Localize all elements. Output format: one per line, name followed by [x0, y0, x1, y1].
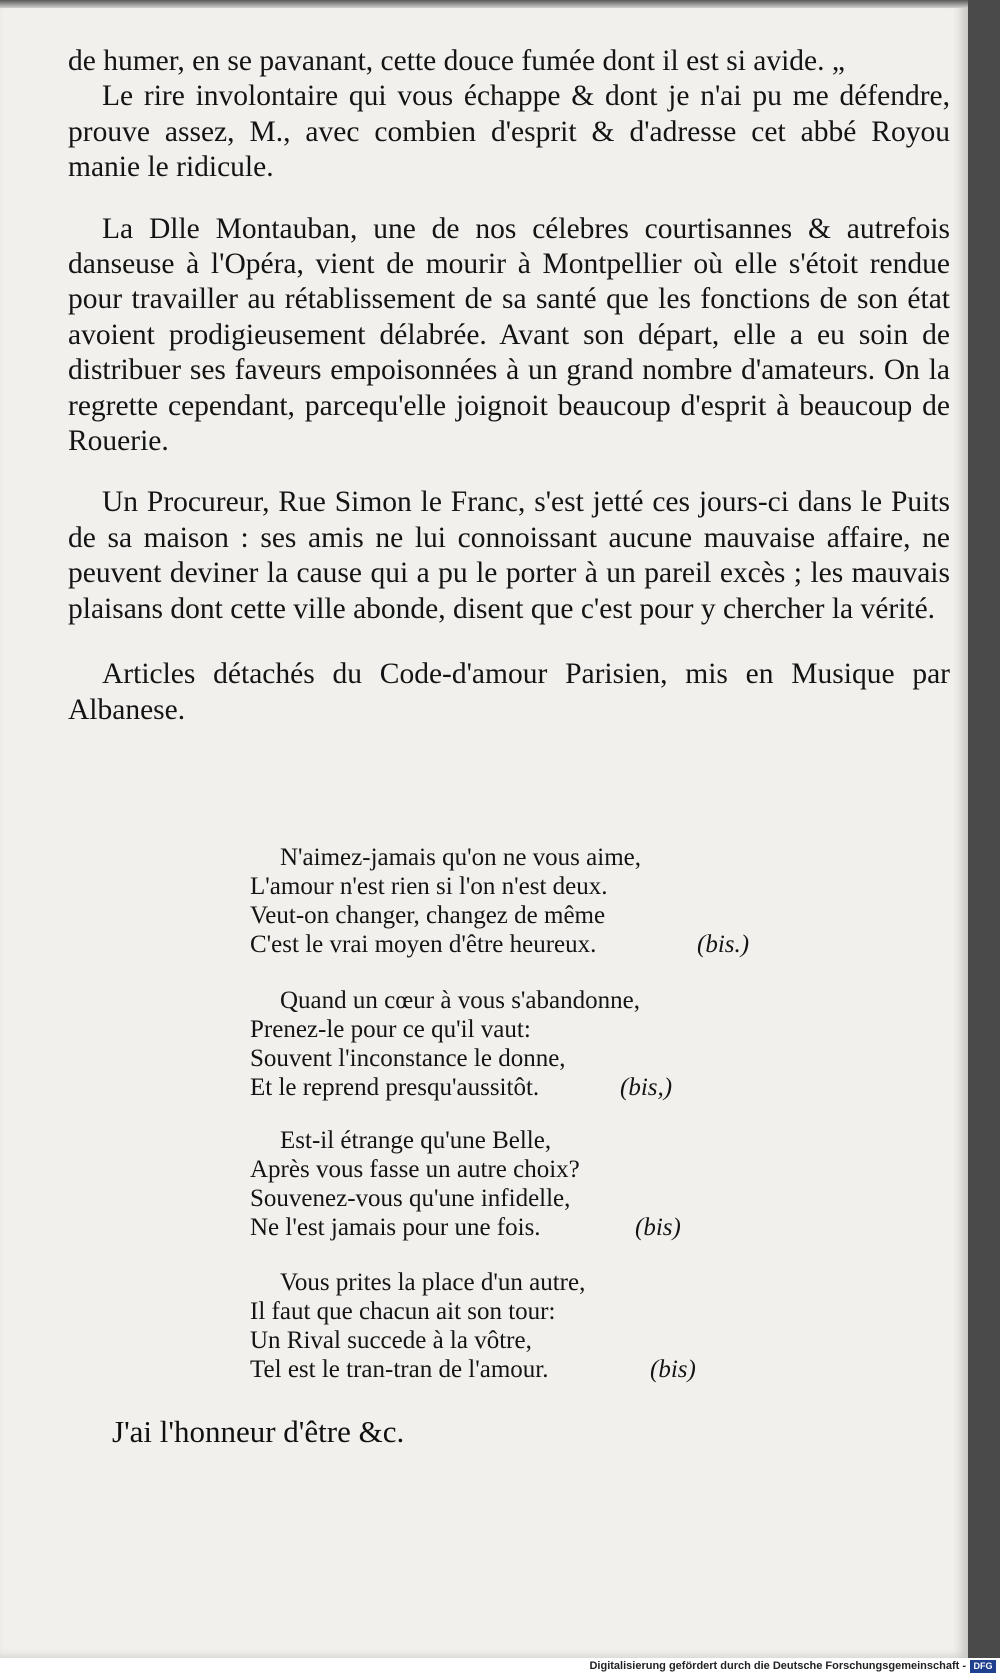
- verse-line: Veut-on changer, changez de même: [250, 902, 606, 929]
- verse-line: Souvent l'inconstance le donne,: [250, 1045, 566, 1072]
- verse-line: Et le reprend presqu'aussitôt.: [250, 1074, 540, 1101]
- verse-line: Il faut que chacun ait son tour:: [250, 1298, 556, 1325]
- verse-line: L'amour n'est rien si l'on n'est deux.: [250, 873, 608, 900]
- page-top-edge: [0, 0, 968, 8]
- verse-line: Après vous fasse un autre choix?: [250, 1156, 580, 1183]
- dfg-logo-icon: DFG: [970, 1660, 996, 1673]
- funding-credit: Digitalisierung gefördert durch die Deutsche Forschungsgemeinschaft -: [589, 1660, 966, 1672]
- stanza-2: [250, 986, 770, 1102]
- verse-line: Un Rival succede à la vôtre,: [250, 1327, 532, 1354]
- refrain-marker: (bis): [635, 1214, 681, 1241]
- refrain-marker: (bis,): [620, 1074, 673, 1101]
- closing-formula: J'ai l'honneur d'être &c.: [112, 1414, 405, 1449]
- verse-line: Vous prites la place d'un autre,: [280, 1269, 586, 1296]
- verse-line: Prenez-le pour ce qu'il vaut:: [250, 1016, 531, 1043]
- verse-line: Quand un cœur à vous s'abandonne,: [280, 987, 640, 1014]
- verse-line: Ne l'est jamais pour une fois.: [250, 1214, 541, 1241]
- paragraph-procureur: Un Procureur, Rue Simon le Franc, s'est jetté ces jours-ci dans le Puits de sa maison : ses amis ne lui connoissant aucune mauvaise affaire, ne peuvent deviner la cause qui a pu le porter à un pareil excès ; les mauvais plaisans dont cette ville abonde, disent que c'est pour y chercher la vérité.: [68, 486, 950, 625]
- verse-line: Tel est le tran-tran de l'amour.: [250, 1356, 549, 1383]
- verse-line: Est-il étrange qu'une Belle,: [280, 1127, 552, 1154]
- paragraph-montauban: La Dlle Montauban, une de nos célebres courtisannes & autrefois danseuse à l'Opéra, vient de mourir à Montpellier où elle s'étoit rendue pour travailler au rétablissement de sa santé que les fonctions de son état avoient prodigieusement délabrée. Avant son départ, elle a eu soin de distribuer ses faveurs empoisonnées à un grand nombre d'amateurs. On la regrette cependant, parcequ'elle joignoit beaucoup d'esprit à beaucoup de Rouerie.: [68, 212, 950, 458]
- verse-line: Souvenez-vous qu'une infidelle,: [250, 1185, 571, 1212]
- body-text: [68, 44, 950, 728]
- verse-line: C'est le vrai moyen d'être heureux.: [250, 931, 597, 958]
- stanza-3: [250, 1126, 770, 1242]
- refrain-marker: (bis): [650, 1356, 696, 1383]
- footer-bar: [0, 1658, 1000, 1676]
- paragraph-code-amour: Articles détachés du Code-d'amour Parisien, mis en Musique par Albanese.: [68, 658, 950, 726]
- stanza-1: [250, 843, 770, 959]
- verse-line: N'aimez-jamais qu'on ne vous aime,: [280, 844, 641, 871]
- refrain-marker: (bis.): [697, 931, 750, 958]
- paragraph-royou: Le rire involontaire qui vous échappe & dont je n'ai pu me défendre, prouve assez, M., avec combien d'esprit & d'adresse cet abbé Royou manie le ridicule.: [68, 80, 950, 184]
- stanza-4: [250, 1268, 770, 1384]
- paragraph-continuation: de humer, en se pavanant, cette douce fumée dont il est si avide. „: [68, 45, 845, 77]
